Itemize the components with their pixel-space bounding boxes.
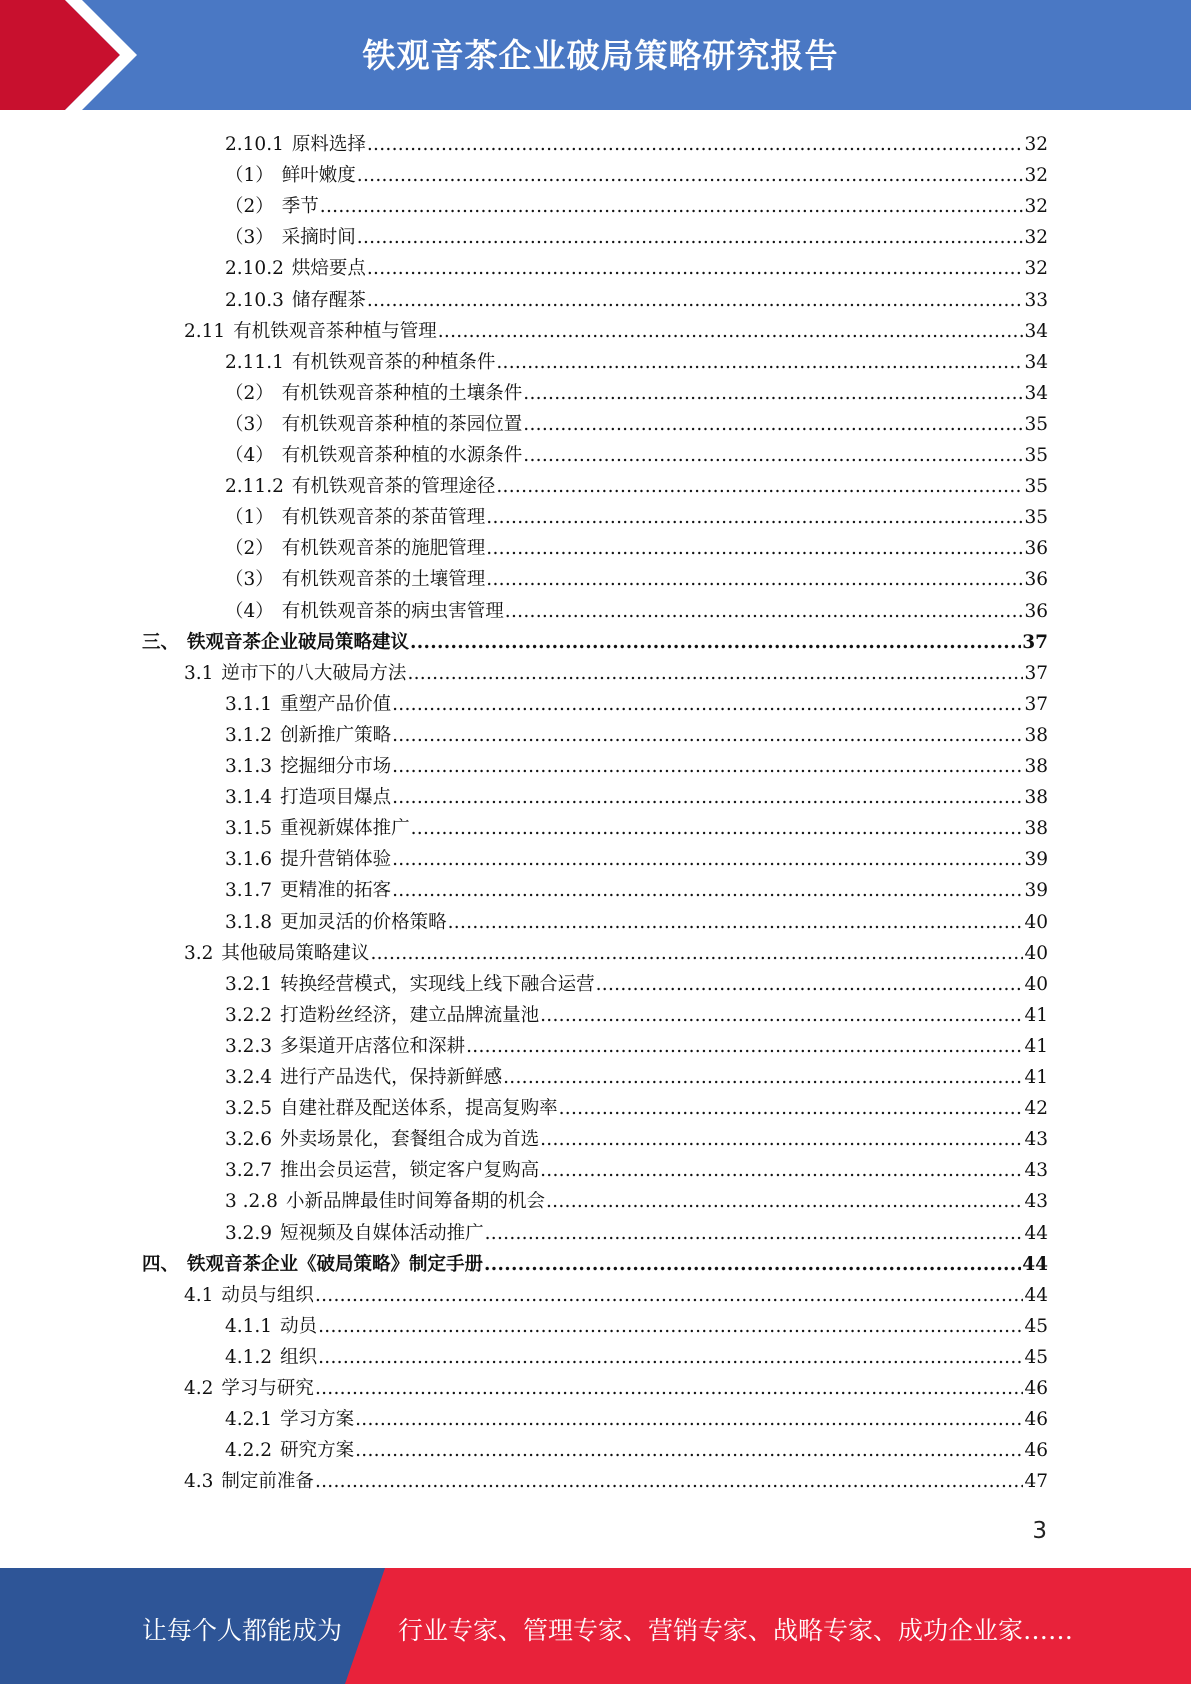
toc-entry-number: 3.1.2 (225, 724, 273, 746)
toc-entry-number: 3.2.3 (225, 1035, 273, 1057)
toc-entry-title: 短视频及自媒体活动推广 (280, 1222, 484, 1244)
toc-entry[interactable] (225, 1060, 1048, 1091)
toc-entry-number: 3 .2.8 (225, 1191, 278, 1213)
toc-entry-title: 更精准的拓客 (280, 880, 392, 902)
toc-entry[interactable] (225, 189, 1048, 220)
toc-dot-leader (315, 1469, 1024, 1495)
toc-entry-title: 有机铁观音茶的施肥管理 (281, 538, 486, 560)
toc-entry-title: 转换经营模式，实现线上线下融合运营 (280, 973, 595, 995)
toc-entry-number: 4.2 (184, 1378, 214, 1399)
toc-entry[interactable] (225, 220, 1048, 251)
toc-entry-title: 鲜叶嫩度 (281, 165, 356, 187)
toc-entry-title: 自建社群及配送体系，提高复购率 (280, 1098, 558, 1120)
toc-entry-number: 3.2.1 (225, 973, 273, 995)
toc-dot-leader (503, 1065, 1023, 1091)
toc-entry[interactable] (225, 438, 1048, 469)
toc-entry-page: 42 (1024, 1098, 1048, 1120)
toc-entry-number: 4.2.1 (225, 1409, 273, 1431)
toc-dot-leader (484, 1252, 1021, 1278)
toc-entry-page: 35 (1024, 413, 1048, 435)
toc-entry[interactable] (225, 967, 1048, 998)
toc-entry[interactable] (142, 1247, 1048, 1278)
toc-dot-leader (357, 225, 1024, 251)
toc-entry-number: 3.1.6 (225, 849, 273, 871)
toc-entry[interactable] (225, 1184, 1048, 1215)
toc-entry-title: 有机铁观音茶种植的土壤条件 (281, 382, 523, 404)
toc-dot-leader (466, 1034, 1023, 1060)
toc-entry-title: 打造粉丝经济，建立品牌流量池 (280, 1004, 540, 1026)
toc-dot-leader (357, 163, 1024, 189)
toc-dot-leader (485, 1221, 1024, 1247)
toc-entry-page: 38 (1024, 818, 1048, 840)
toc-entry-page: 38 (1024, 756, 1048, 777)
toc-entry-number: 3.1.3 (225, 756, 273, 777)
toc-entry[interactable] (225, 811, 1048, 842)
toc-entry-page: 44 (1024, 1284, 1048, 1306)
toc-entry-number: 3.2.7 (225, 1160, 273, 1182)
toc-entry-number: 2.11.2 (225, 476, 284, 498)
toc-dot-leader (523, 443, 1023, 469)
toc-entry-title: 打造项目爆点 (280, 787, 392, 809)
toc-entry-page: 33 (1024, 289, 1048, 311)
toc-entry-number: （3） (225, 413, 274, 435)
toc-entry-page: 46 (1024, 1409, 1048, 1431)
toc-entry-title: 铁观音茶企业破局策略建议 (187, 631, 410, 653)
toc-entry-page: 36 (1024, 538, 1048, 560)
toc-entry[interactable] (225, 531, 1048, 562)
toc-entry-page: 32 (1024, 258, 1048, 280)
toc-dot-leader (540, 1127, 1023, 1153)
toc-dot-leader (496, 350, 1023, 376)
toc-entry[interactable] (225, 1091, 1048, 1122)
toc-dot-leader (596, 972, 1024, 998)
toc-entry-title: 储存醒茶 (291, 289, 366, 311)
toc-entry-number: （1） (225, 507, 274, 529)
toc-entry-page: 35 (1024, 507, 1048, 529)
toc-entry-title: 有机铁观音茶的管理途径 (291, 476, 496, 498)
toc-entry-page: 46 (1024, 1378, 1048, 1399)
toc-entry-page: 45 (1024, 1346, 1048, 1368)
toc-entry-title: 逆市下的八大破局方法 (221, 662, 407, 684)
toc-dot-leader (496, 474, 1023, 500)
toc-entry-page: 43 (1024, 1129, 1048, 1151)
page-header (0, 0, 1191, 110)
toc-entry-number: 3.2.6 (225, 1129, 273, 1151)
toc-entry-title: 进行产品迭代，保持新鲜感 (280, 1067, 503, 1088)
toc-dot-leader (448, 910, 1024, 936)
toc-entry-title: 烘焙要点 (291, 258, 366, 280)
toc-dot-leader (392, 692, 1023, 718)
toc-entry-page: 45 (1024, 1315, 1048, 1337)
toc-dot-leader (559, 1096, 1024, 1122)
toc-dot-leader (370, 941, 1023, 967)
toc-entry-title: 有机铁观音茶种植与管理 (233, 320, 437, 342)
toc-dot-leader (392, 723, 1023, 749)
toc-dot-leader (315, 1376, 1024, 1402)
toc-entry-number: 4.1.1 (225, 1315, 273, 1337)
toc-entry-number: 3.1.4 (225, 787, 273, 809)
toc-entry-title: 铁观音茶企业《破局策略》制定手册 (187, 1253, 484, 1275)
toc-dot-leader (355, 1407, 1023, 1433)
toc-entry[interactable] (142, 625, 1048, 656)
toc-entry[interactable] (225, 1216, 1048, 1247)
toc-entry[interactable] (225, 376, 1048, 407)
toc-entry-number: 3.2.4 (225, 1067, 273, 1088)
toc-dot-leader (392, 754, 1023, 780)
toc-entry-title: 重视新媒体推广 (280, 818, 410, 840)
toc-entry-title: 提升营销体验 (280, 849, 392, 871)
toc-dot-leader (407, 661, 1023, 687)
toc-dot-leader (392, 878, 1023, 904)
toc-entry-title: 采摘时间 (281, 227, 356, 249)
toc-entry-title: 有机铁观音茶的种植条件 (291, 351, 496, 373)
toc-entry-title: 学习与研究 (221, 1378, 314, 1399)
toc-entry[interactable] (184, 936, 1048, 967)
toc-entry-title: 有机铁观音茶种植的水源条件 (281, 445, 523, 466)
toc-entry[interactable] (225, 407, 1048, 438)
toc-entry[interactable] (184, 1371, 1048, 1402)
toc-entry-title: 小新品牌最佳时间筹备期的机会 (285, 1191, 545, 1213)
toc-entry-number: 3.2.9 (225, 1222, 273, 1244)
toc-entry-page: 40 (1024, 942, 1048, 964)
toc-dot-leader (438, 319, 1024, 345)
toc-entry-page: 34 (1024, 382, 1048, 404)
toc-entry[interactable] (225, 842, 1048, 873)
toc-entry-title: 其他破局策略建议 (221, 942, 370, 964)
toc-entry[interactable] (225, 1029, 1048, 1060)
toc-entry-number: 2.10.1 (225, 134, 284, 155)
toc-entry[interactable] (225, 1122, 1048, 1153)
toc-entry-title: 重塑产品价值 (280, 693, 392, 715)
toc-entry[interactable] (225, 749, 1048, 780)
toc-entry-number: 3.2.5 (225, 1098, 273, 1120)
toc-dot-leader (523, 412, 1023, 438)
toc-entry-title: 季节 (281, 196, 319, 218)
footer-slogan-left: 让每个人都能成为 (142, 1616, 343, 1645)
toc-entry-page: 38 (1024, 724, 1048, 746)
toc-entry-page: 41 (1024, 1035, 1048, 1057)
toc-entry-page: 32 (1024, 227, 1048, 249)
toc-entry-number: 3.1 (184, 662, 214, 684)
toc-dot-leader (540, 1158, 1023, 1184)
toc-entry-page: 32 (1024, 196, 1048, 218)
toc-entry[interactable] (225, 998, 1048, 1029)
toc-dot-leader (355, 1438, 1023, 1464)
toc-entry-title: 挖掘细分市场 (280, 756, 392, 777)
toc-entry-number: 三、 (142, 631, 180, 653)
toc-dot-leader (392, 847, 1023, 873)
toc-entry[interactable] (225, 1153, 1048, 1184)
toc-entry-page: 41 (1024, 1067, 1048, 1088)
toc-entry-number: （2） (225, 196, 274, 218)
toc-entry[interactable] (184, 656, 1048, 687)
toc-dot-leader (367, 132, 1024, 158)
footer-slogan-right: 行业专家、管理专家、营销专家、战略专家、成功企业家…… (398, 1616, 1074, 1645)
toc-entry-number: 3.1.1 (225, 693, 273, 715)
toc-entry-page: 41 (1024, 1004, 1048, 1026)
toc-entry-page: 38 (1024, 787, 1048, 809)
toc-dot-leader (410, 630, 1021, 656)
toc-entry[interactable] (225, 780, 1048, 811)
toc-entry-title: 组织 (280, 1346, 318, 1368)
toc-entry[interactable] (225, 594, 1048, 625)
toc-entry[interactable] (225, 500, 1048, 531)
toc-entry-number: 3.1.7 (225, 880, 273, 902)
toc-entry-page: 36 (1024, 600, 1048, 622)
toc-entry[interactable] (184, 1278, 1048, 1309)
toc-entry-title: 外卖场景化，套餐组合成为首选 (280, 1129, 540, 1151)
page-number: 3 (1032, 1518, 1047, 1544)
toc-entry-title: 动员与组织 (221, 1284, 314, 1306)
toc-entry-page: 40 (1024, 973, 1048, 995)
toc-dot-leader (367, 288, 1024, 314)
toc-entry[interactable] (225, 158, 1048, 189)
toc-entry-number: （3） (225, 569, 274, 591)
toc-entry-title: 制定前准备 (221, 1471, 314, 1493)
toc-entry[interactable] (184, 314, 1048, 345)
toc-entry-number: 4.2.2 (225, 1440, 273, 1462)
toc-entry-title: 有机铁观音茶种植的茶园位置 (281, 413, 523, 435)
toc-entry-title: 学习方案 (280, 1409, 355, 1431)
toc-entry-page: 35 (1024, 476, 1048, 498)
toc-entry-title: 有机铁观音茶的病虫害管理 (281, 600, 504, 622)
toc-entry-page: 43 (1024, 1191, 1048, 1213)
toc-dot-leader (318, 1314, 1023, 1340)
toc-dot-leader (523, 381, 1023, 407)
toc-dot-leader (367, 256, 1024, 282)
toc-entry[interactable] (225, 469, 1048, 500)
toc-dot-leader (486, 567, 1023, 593)
page-footer (0, 1568, 1191, 1684)
document-title: 铁观音茶企业破局策略研究报告 (362, 36, 839, 75)
toc-dot-leader (411, 816, 1024, 842)
toc-entry-page: 44 (1024, 1222, 1048, 1244)
toc-entry-page: 39 (1024, 880, 1048, 902)
toc-dot-leader (540, 1003, 1023, 1029)
toc-entry-number: 3.2 (184, 942, 214, 964)
toc-entry-number: （1） (225, 165, 274, 187)
toc-entry-number: 4.3 (184, 1471, 214, 1493)
toc-entry[interactable] (225, 1309, 1048, 1340)
toc-entry-title: 多渠道开店落位和深耕 (280, 1035, 466, 1057)
toc-entry-number: 2.11 (184, 320, 226, 342)
toc-entry-number: （4） (225, 600, 274, 622)
toc-entry[interactable] (225, 1340, 1048, 1371)
toc-entry[interactable] (225, 1402, 1048, 1433)
toc-entry-number: 3.1.8 (225, 911, 273, 933)
toc-entry-number: （4） (225, 445, 274, 466)
toc-entry-page: 37 (1024, 662, 1048, 684)
toc-entry[interactable] (225, 873, 1048, 904)
toc-entry-title: 推出会员运营，锁定客户复购高 (280, 1160, 540, 1182)
toc-entry-page: 32 (1024, 165, 1048, 187)
toc-entry-number: 2.10.2 (225, 258, 284, 280)
toc-entry-page: 44 (1022, 1253, 1048, 1275)
toc-dot-leader (315, 1283, 1024, 1309)
toc-entry-number: 3.2.2 (225, 1004, 273, 1026)
toc-entry[interactable] (225, 283, 1048, 314)
toc-dot-leader (320, 194, 1024, 220)
toc-dot-leader (505, 599, 1024, 625)
toc-entry-number: （2） (225, 382, 274, 404)
toc-entry[interactable] (225, 562, 1048, 593)
toc-dot-leader (318, 1345, 1023, 1371)
toc-entry-number: 4.1.2 (225, 1346, 273, 1368)
toc-entry-page: 36 (1024, 569, 1048, 591)
toc-entry-page: 34 (1024, 351, 1048, 373)
toc-dot-leader (486, 536, 1023, 562)
toc-entry-title: 原料选择 (291, 134, 366, 155)
toc-entry-page: 43 (1024, 1160, 1048, 1182)
toc-entry-page: 34 (1024, 320, 1048, 342)
toc-entry[interactable] (184, 1464, 1048, 1495)
toc-entry[interactable] (225, 1433, 1048, 1464)
toc-entry-page: 40 (1024, 911, 1048, 933)
toc-entry-title: 更加灵活的价格策略 (280, 911, 447, 933)
toc-entry-number: 2.11.1 (225, 351, 284, 373)
toc-entry[interactable] (225, 345, 1048, 376)
toc-entry-page: 47 (1024, 1471, 1048, 1493)
toc-entry-number: 四、 (142, 1253, 180, 1275)
toc-entry[interactable] (225, 251, 1048, 282)
toc-dot-leader (392, 785, 1023, 811)
toc-entry-number: （3） (225, 227, 274, 249)
toc-entry-number: （2） (225, 538, 274, 560)
toc-entry-page: 32 (1024, 134, 1048, 155)
toc-entry-number: 4.1 (184, 1284, 214, 1306)
toc-entry[interactable] (225, 127, 1048, 158)
toc-dot-leader (486, 505, 1023, 531)
toc-entry-number: 3.1.5 (225, 818, 273, 840)
toc-entry-page: 37 (1022, 631, 1048, 653)
toc-entry-title: 研究方案 (280, 1440, 355, 1462)
toc-entry-title: 创新推广策略 (280, 724, 392, 746)
toc-entry-title: 有机铁观音茶的茶苗管理 (281, 507, 486, 529)
toc-entry[interactable] (225, 905, 1048, 936)
toc-entry-page: 37 (1024, 693, 1048, 715)
toc-entry-title: 有机铁观音茶的土壤管理 (281, 569, 486, 591)
toc-entry[interactable] (225, 687, 1048, 718)
toc-entry[interactable] (225, 718, 1048, 749)
toc-entry-page: 46 (1024, 1440, 1048, 1462)
toc-dot-leader (546, 1189, 1023, 1215)
toc-entry-page: 35 (1024, 445, 1048, 466)
toc-entry-title: 动员 (280, 1315, 318, 1337)
toc-entry-number: 2.10.3 (225, 289, 284, 311)
toc-entry-page: 39 (1024, 849, 1048, 871)
